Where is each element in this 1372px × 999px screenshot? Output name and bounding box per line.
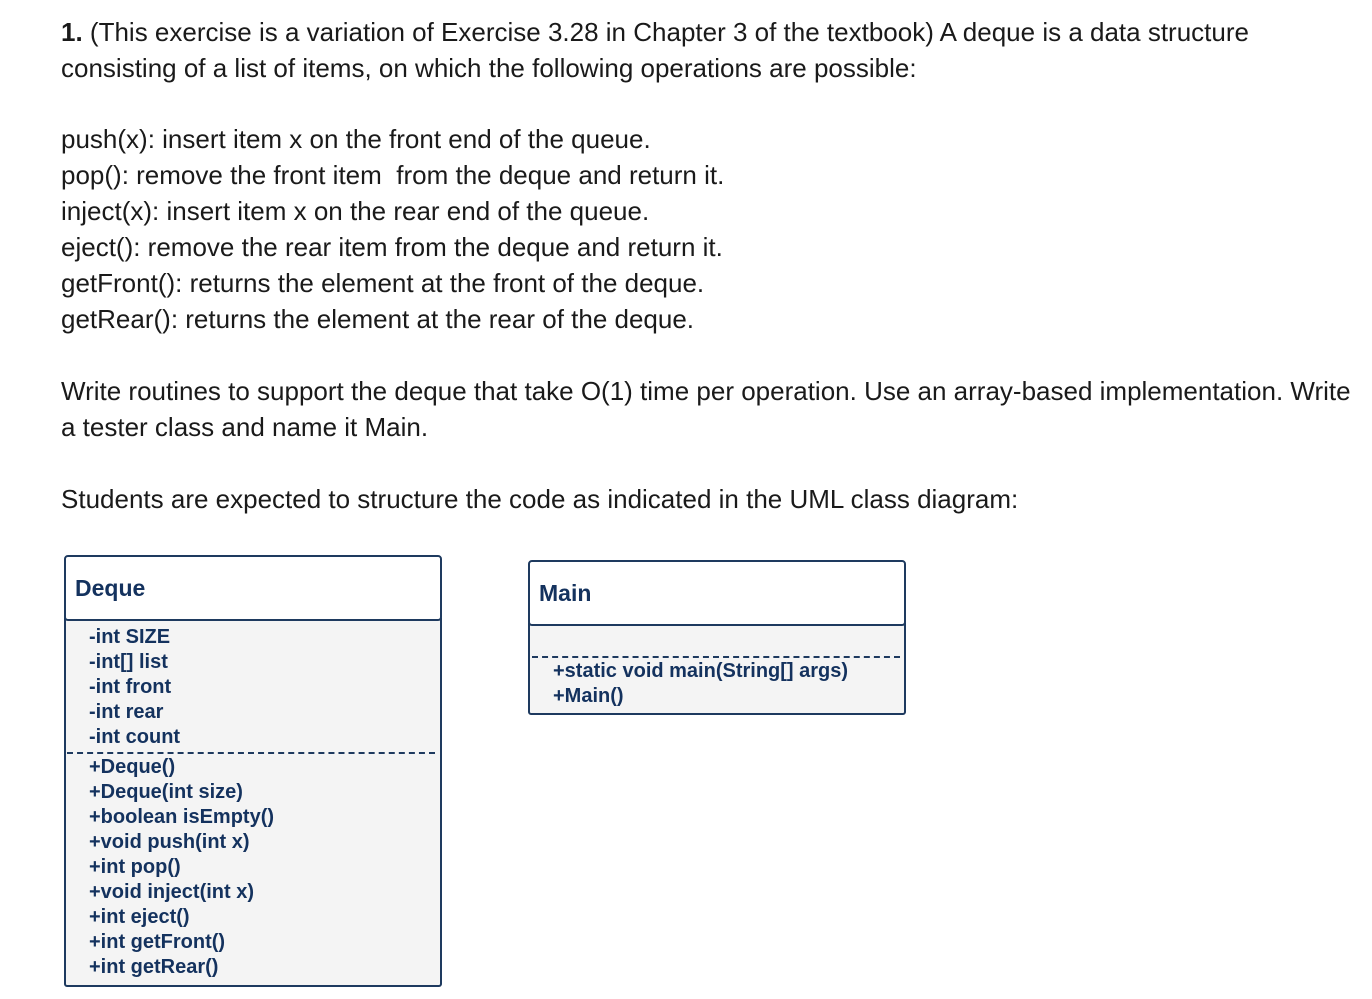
main-method: +static void main(String[] args) bbox=[553, 660, 849, 682]
operations-list bbox=[61, 121, 1351, 337]
deque-class-name-text: Deque bbox=[75, 574, 146, 601]
operation-push: push(x): insert item x on the front end of the queue. bbox=[61, 124, 651, 154]
exercise-intro bbox=[61, 14, 1351, 86]
deque-class-name bbox=[64, 555, 442, 621]
operation-pop: pop(): remove the front item from the deque and return it. bbox=[61, 160, 725, 190]
uml-note: Students are expected to structure the code as indicated in the UML class diagram: bbox=[61, 484, 1019, 514]
deque-attribute: -int[] list bbox=[89, 651, 168, 673]
deque-method: +Deque(int size) bbox=[89, 781, 243, 803]
exercise-text bbox=[61, 14, 1351, 517]
deque-attributes bbox=[89, 625, 180, 750]
deque-attribute: -int SIZE bbox=[89, 626, 171, 648]
task-description: Write routines to support the deque that take O(1) time per operation. Use an array-based implementation. Write a tester class and name it Main. bbox=[61, 376, 1351, 442]
main-method: +Main() bbox=[553, 685, 624, 707]
operation-eject: eject(): remove the rear item from the deque and return it. bbox=[61, 232, 723, 262]
main-class-name-text: Main bbox=[539, 579, 592, 606]
deque-separator bbox=[67, 752, 435, 754]
deque-attribute: -int front bbox=[89, 676, 172, 698]
main-methods bbox=[553, 659, 848, 709]
operation-getrear: getRear(): returns the element at the rear of the deque. bbox=[61, 304, 695, 334]
deque-method: +void inject(int x) bbox=[89, 881, 255, 903]
operation-getfront: getFront(): returns the element at the front of the deque. bbox=[61, 268, 705, 298]
deque-methods bbox=[89, 755, 274, 980]
exercise-number: 1. bbox=[61, 17, 83, 47]
operation-inject: inject(x): insert item x on the rear end of the queue. bbox=[61, 196, 650, 226]
deque-attribute: -int rear bbox=[89, 701, 164, 723]
deque-method: +void push(int x) bbox=[89, 831, 250, 853]
deque-method: +int pop() bbox=[89, 856, 181, 878]
deque-method: +int getRear() bbox=[89, 956, 219, 978]
deque-method: +boolean isEmpty() bbox=[89, 806, 275, 828]
deque-method: +int eject() bbox=[89, 906, 190, 928]
deque-method: +int getFront() bbox=[89, 931, 226, 953]
deque-attribute: -int count bbox=[89, 726, 181, 748]
exercise-intro-text: (This exercise is a variation of Exercise 3.28 in Chapter 3 of the textbook) A deque is a data structure consisting of a list of items, on which the following operations are possible: bbox=[61, 17, 1249, 83]
deque-method: +Deque() bbox=[89, 756, 176, 778]
main-class-name bbox=[528, 560, 906, 626]
main-separator bbox=[532, 656, 900, 658]
